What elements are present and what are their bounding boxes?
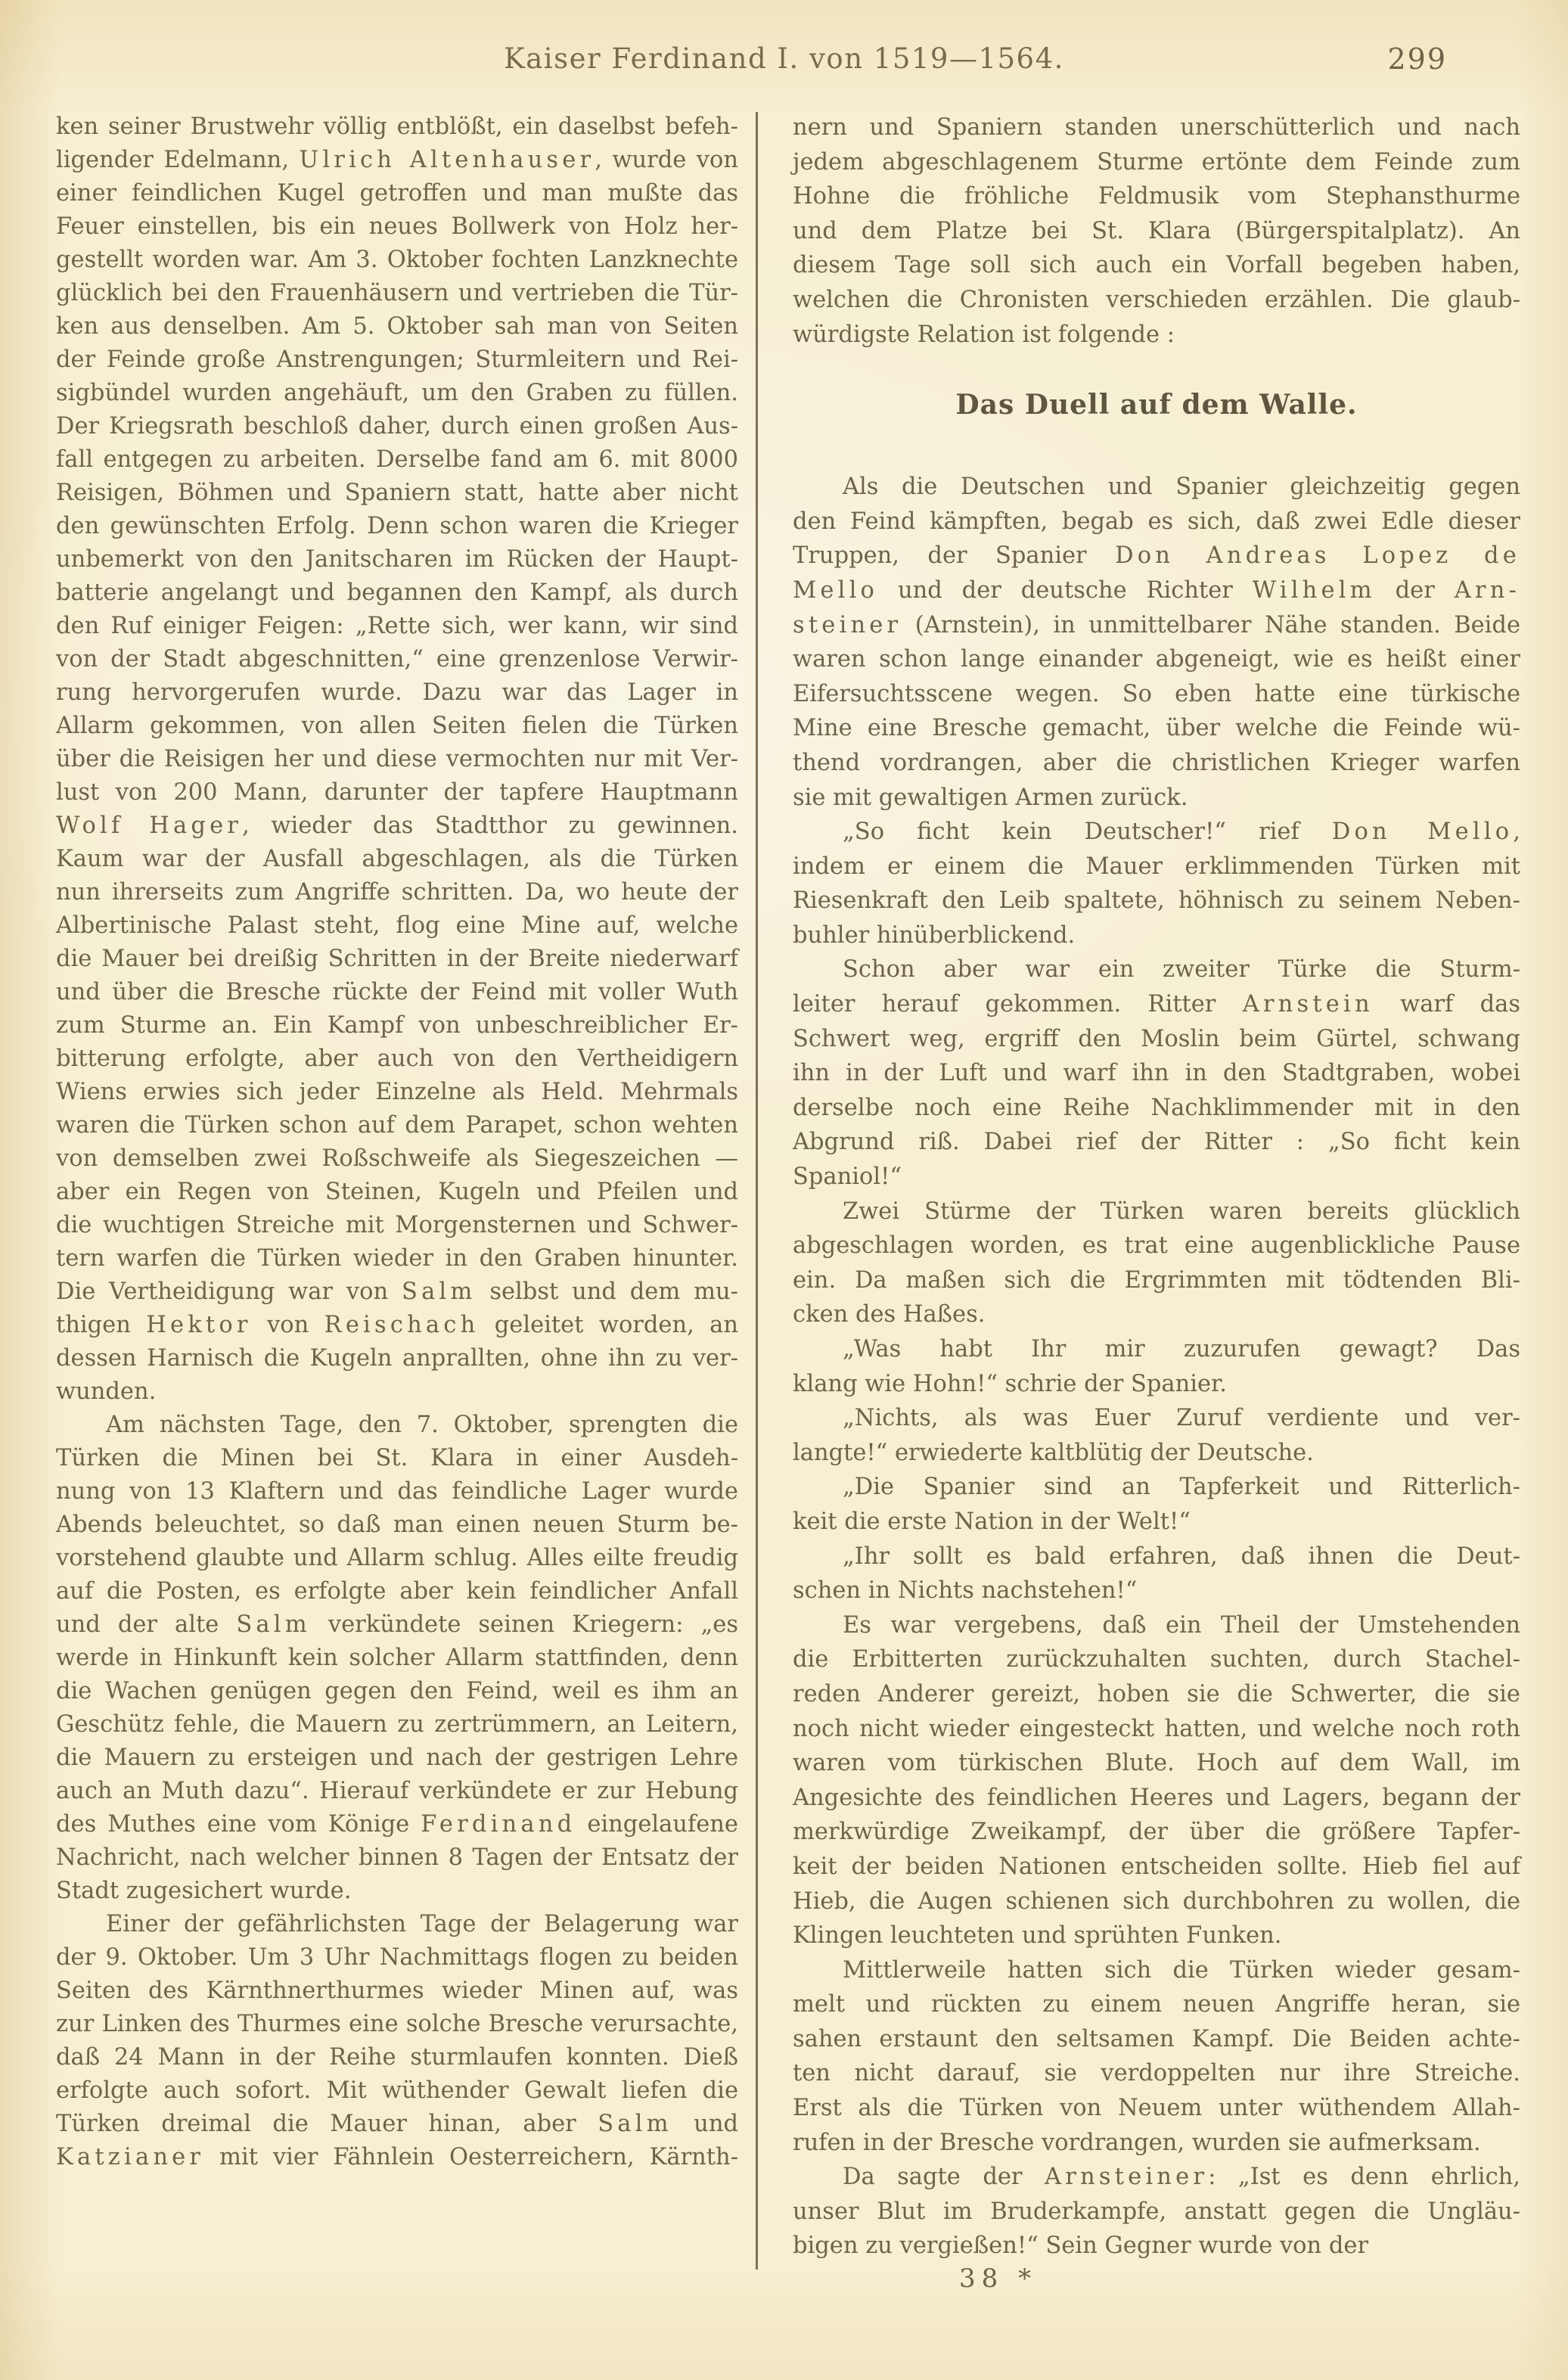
- text-segment: „So ficht kein Deutscher!“ rief: [843, 819, 1332, 846]
- person-name: steiner: [793, 611, 902, 638]
- text-segment: waren vom türkischen Blute. Hoch auf dem Wall, im: [793, 1750, 1520, 1777]
- text-segment: Erst als die Türken von Neuem unter wüthendem Allah-: [793, 2095, 1520, 2122]
- text-line: [56, 144, 738, 177]
- text-segment: Kaum war der Ausfall abgeschlagen, als die Türken: [56, 846, 738, 872]
- text-segment: thigen: [56, 1312, 147, 1338]
- text-segment: nun ihrerseits zum Angriffe schritten. Da, wo heute der: [56, 879, 738, 906]
- text-line: [793, 214, 1520, 249]
- text-line: [793, 2022, 1520, 2057]
- text-line: [56, 543, 738, 576]
- text-line: [56, 1409, 738, 1442]
- text-line: [793, 248, 1520, 283]
- left-column: [56, 110, 738, 2174]
- text-line: [56, 1042, 738, 1076]
- text-segment: ,: [1513, 819, 1520, 846]
- text-line: [56, 976, 738, 1009]
- text-segment: klang wie Hohn!“ schrie der Spanier.: [793, 1370, 1227, 1397]
- text-segment: Stadt zugesichert wurde.: [56, 1878, 352, 1904]
- text-line: [56, 643, 738, 676]
- text-line: [793, 318, 1520, 353]
- text-line: [793, 608, 1520, 643]
- text-segment: und über die Bresche rückte der Feind mit voller Wuth: [56, 979, 738, 1005]
- text-line: [56, 1109, 738, 1142]
- text-line: [793, 2056, 1520, 2091]
- text-segment: den gewünschten Erfolg. Denn schon waren die Krieger: [56, 513, 738, 539]
- text-segment: nern und Spaniern standen unerschütterlich und nach: [793, 114, 1520, 141]
- text-segment: waren schon lange einander abgeneigt, wie es heißt einer: [793, 646, 1520, 673]
- text-segment: Geschütz fehle, die Mauern zu zertrümmern, an Leitern,: [56, 1711, 738, 1738]
- text-segment: sie mit gewaltigen Armen zurück.: [793, 784, 1188, 811]
- text-segment: über die Reisigen her und diese vermochten nur mit Ver-: [56, 746, 738, 772]
- text-line: [793, 2229, 1520, 2263]
- text-segment: des Muthes eine vom Könige: [56, 1811, 421, 1838]
- text-line: [56, 1908, 738, 1941]
- text-segment: Mine eine Bresche gemacht, über welche die Feinde wü-: [793, 715, 1520, 742]
- text-line: [793, 987, 1520, 1022]
- text-segment: Albertinische Palast steht, flog eine Mine auf, welche: [56, 912, 738, 939]
- text-segment: der Feinde große Anstrengungen; Sturmleitern und Rei-: [56, 346, 738, 373]
- text-line: [793, 850, 1520, 884]
- text-segment: keit der beiden Nationen entscheiden sollte. Hieb fiel auf: [793, 1853, 1520, 1880]
- text-line: [793, 1436, 1520, 1471]
- text-line: [56, 1209, 738, 1242]
- text-line: [56, 1076, 738, 1109]
- text-segment: zur Linken des Thurmes eine solche Bresche verursachte,: [56, 2011, 738, 2037]
- text-segment: selbst und dem mu-: [476, 1279, 738, 1305]
- text-segment: wunden.: [56, 1378, 157, 1405]
- text-line: [793, 2126, 1520, 2161]
- text-line: [793, 145, 1520, 180]
- text-segment: Einer der gefährlichsten Tage der Belagerung war: [106, 1911, 738, 1937]
- text-segment: der: [1375, 576, 1455, 604]
- text-line: [793, 1850, 1520, 1884]
- text-line: [56, 1475, 738, 1508]
- text-segment: Türken dreimal die Mauer hinan, aber: [56, 2111, 598, 2137]
- text-line: [793, 2091, 1520, 2126]
- person-name: Salm: [598, 2111, 672, 2137]
- text-segment: auch an Muth dazu“. Hierauf verkündete er zur Hebung: [56, 1778, 738, 1804]
- text-line: [793, 1125, 1520, 1160]
- text-segment: die Mauer bei dreißig Schritten in der Breite niederwarf: [56, 946, 738, 972]
- text-line: [56, 2041, 738, 2074]
- text-line: [56, 210, 738, 244]
- text-segment: den Ruf einiger Feigen: „Rette sich, wer kann, wir sind: [56, 613, 738, 639]
- text-line: [793, 1677, 1520, 1712]
- text-segment: Abends beleuchtet, so daß man einen neuen Sturm be-: [56, 1512, 738, 1538]
- text-segment: langte!“ erwiederte kaltblütig der Deutsche.: [793, 1439, 1314, 1466]
- text-segment: tern warfen die Türken wieder in den Graben hinunter.: [56, 1245, 738, 1272]
- text-line: [793, 1815, 1520, 1850]
- text-segment: Der Kriegsrath beschloß daher, durch einen großen Aus-: [56, 413, 738, 440]
- text-line: [56, 2008, 738, 2041]
- text-line: [793, 1091, 1520, 1126]
- text-line: [793, 1884, 1520, 1919]
- text-line: [56, 310, 738, 343]
- text-segment: Eifersuchtsscene wegen. So eben hatte eine türkische: [793, 680, 1520, 707]
- text-segment: geleitet worden, an: [479, 1312, 738, 1338]
- text-line: [56, 676, 738, 710]
- text-segment: „Die Spanier sind an Tapferkeit und Ritterlich-: [843, 1474, 1520, 1501]
- text-line: [793, 110, 1520, 145]
- text-line: [793, 711, 1520, 746]
- text-line: [793, 1987, 1520, 2022]
- text-line: [56, 410, 738, 443]
- text-segment: Seiten des Kärnthnerthurmes wieder Minen auf, was: [56, 1978, 738, 2004]
- text-line: [56, 110, 738, 144]
- text-segment: zum Sturme an. Ein Kampf von unbeschreiblicher Er-: [56, 1012, 738, 1039]
- text-segment: werde in Hinkunft kein solcher Allarm stattfinden, denn: [56, 1645, 738, 1671]
- text-line: [56, 1775, 738, 1808]
- person-name: Ferdinand: [421, 1811, 576, 1838]
- text-segment: merkwürdige Zweikampf, der über die größere Tapfer-: [793, 1819, 1520, 1846]
- text-line: [793, 1297, 1520, 1332]
- text-line: [793, 1470, 1520, 1505]
- person-name: Arn-: [1454, 576, 1521, 604]
- text-segment: gestellt worden war. Am 3. Oktober fochten Lanzknechte: [56, 247, 738, 273]
- text-segment: abgeschlagen worden, es trat eine augenblickliche Pause: [793, 1232, 1520, 1260]
- text-segment: einer feindlichen Kugel getroffen und man mußte das: [56, 180, 738, 207]
- text-line: [56, 743, 738, 776]
- text-line: [56, 244, 738, 277]
- text-segment: batterie angelangt und begannen den Kampf, als durch: [56, 579, 738, 606]
- text-segment: Zwei Stürme der Türken waren bereits glücklich: [843, 1198, 1520, 1225]
- text-segment: erfolgte auch sofort. Mit wüthender Gewalt liefen die: [56, 2077, 738, 2104]
- text-segment: Als die Deutschen und Spanier gleichzeitig gegen: [843, 474, 1520, 501]
- text-line: [56, 1176, 738, 1209]
- text-segment: die wuchtigen Streiche mit Morgensternen und Schwer-: [56, 1212, 738, 1238]
- text-segment: sahen erstaunt den seltsamen Kampf. Die Beiden achte-: [793, 2025, 1520, 2052]
- text-segment: ein. Da maßen sich die Ergrimmten mit tödtenden Bli-: [793, 1266, 1520, 1294]
- text-line: [56, 1508, 738, 1542]
- person-name: Arnsteiner: [1045, 2164, 1209, 2191]
- text-line: [56, 909, 738, 943]
- text-segment: und dem Platze bei St. Klara (Bürgerspitalplatz). An: [793, 217, 1520, 244]
- text-line: [56, 443, 738, 477]
- text-line: [56, 1575, 738, 1608]
- text-segment: der 9. Oktober. Um 3 Uhr Nachmittags flogen zu beiden: [56, 1944, 738, 1971]
- text-line: [56, 1309, 738, 1342]
- text-line: [793, 1195, 1520, 1229]
- text-line: [56, 1608, 738, 1642]
- text-segment: Feuer einstellen, bis ein neues Bollwerk von Holz her-: [56, 213, 738, 240]
- text-line: [56, 1009, 738, 1042]
- text-segment: den Feind kämpften, begab es sich, daß zwei Edle dieser: [793, 508, 1520, 535]
- text-segment: Spaniol!“: [793, 1164, 902, 1191]
- text-segment: indem er einem die Mauer erklimmenden Türken mit: [793, 853, 1520, 880]
- text-segment: lust von 200 Mann, darunter der tapfere Hauptmann: [56, 779, 738, 806]
- text-segment: buhler hinüberblickend.: [793, 921, 1076, 949]
- text-line: [793, 283, 1520, 318]
- text-segment: cken des Haßes.: [793, 1301, 986, 1328]
- text-segment: die Mauern zu ersteigen und nach der gestrigen Lehre: [56, 1745, 738, 1771]
- text-segment: „Was habt Ihr mir zuzurufen gewagt? Das: [843, 1336, 1520, 1362]
- text-line: [793, 1022, 1520, 1057]
- text-line: [793, 746, 1520, 781]
- text-segment: ihn in der Luft und warf ihn in den Stadtgraben, wobei: [793, 1060, 1520, 1087]
- text-segment: thend vordrangen, aber die christlichen Krieger warfen: [793, 749, 1520, 776]
- text-segment: ken seiner Brustwehr völlig entblößt, ein daselbst befeh-: [56, 113, 738, 140]
- text-line: [56, 2074, 738, 2108]
- text-line: [56, 2108, 738, 2141]
- person-name: Wolf Hager: [56, 812, 243, 839]
- text-line: [793, 505, 1520, 539]
- text-segment: fall entgegen zu arbeiten. Derselbe fand am 6. mit 8000: [56, 446, 738, 473]
- text-line: [56, 1875, 738, 1908]
- text-line: [793, 1332, 1520, 1367]
- text-line: [793, 815, 1520, 850]
- text-segment: waren die Türken schon auf dem Parapet, schon wehten: [56, 1112, 738, 1139]
- text-segment: (Arnstein), in unmittelbarer Nähe standen. Beide: [902, 611, 1520, 638]
- text-line: [56, 510, 738, 543]
- person-name: Reischach: [324, 1312, 480, 1338]
- text-line: [56, 1142, 738, 1176]
- text-line: [793, 1712, 1520, 1747]
- text-segment: unbemerkt von den Janitscharen im Rücken der Haupt-: [56, 546, 738, 573]
- text-segment: von der Stadt abgeschnitten,“ eine grenzenlose Verwir-: [56, 646, 738, 673]
- text-segment: die Wachen genügen gegen den Feind, weil es ihm an: [56, 1678, 738, 1704]
- text-segment: ligender Edelmann,: [56, 147, 300, 173]
- text-line: [56, 710, 738, 743]
- text-line: [56, 477, 738, 510]
- text-segment: und: [672, 2111, 738, 2137]
- text-line: [56, 1675, 738, 1708]
- text-segment: vorstehend glaubte und Allarm schlug. Alles eilte freudig: [56, 1545, 738, 1571]
- page-number: 299: [1387, 42, 1447, 76]
- text-segment: : „Ist es denn ehrlich,: [1208, 2164, 1520, 2191]
- text-segment: nung von 13 Klaftern und das feindliche Lager wurde: [56, 1478, 738, 1505]
- text-segment: „Ihr sollt es bald erfahren, daß ihnen die Deut-: [843, 1543, 1520, 1570]
- text-segment: diesem Tage soll sich auch ein Vorfall begeben haben,: [793, 252, 1520, 279]
- column-divider: [756, 112, 758, 2270]
- text-segment: Hohne die fröhliche Feldmusik vom Stephansthurme: [793, 183, 1520, 210]
- text-segment: glücklich bei den Frauenhäusern und vertrieben die Tür-: [56, 280, 738, 306]
- text-line: [56, 1841, 738, 1875]
- text-segment: keit die erste Nation in der Welt!“: [793, 1508, 1191, 1535]
- text-segment: auf die Posten, es erfolgte aber kein feindlicher Anfall: [56, 1578, 738, 1605]
- running-title: Kaiser Ferdinand I. von 1519—1564.: [504, 42, 1064, 75]
- text-segment: Hieb, die Augen schienen sich durchbohren zu wollen, die: [793, 1888, 1520, 1915]
- text-segment: Klingen leuchteten und sprühten Funken.: [793, 1922, 1282, 1950]
- text-line: [56, 1941, 738, 1975]
- text-line: [56, 1375, 738, 1409]
- text-segment: leiter herauf gekommen. Ritter: [793, 991, 1243, 1018]
- text-line: [56, 1442, 738, 1475]
- person-name: Don Andreas Lopez de: [1115, 542, 1520, 570]
- text-line: [56, 776, 738, 809]
- right-column: [793, 110, 1520, 2263]
- text-line: [56, 1975, 738, 2008]
- text-line: [793, 1263, 1520, 1298]
- text-line: [793, 1781, 1520, 1816]
- text-segment: daß 24 Mann in der Reihe sturmlaufen konnten. Dieß: [56, 2044, 738, 2071]
- text-line: [56, 1242, 738, 1275]
- text-segment: und der alte: [56, 1611, 237, 1638]
- text-segment: Nachricht, nach welcher binnen 8 Tagen der Entsatz der: [56, 1844, 738, 1871]
- text-segment: mit vier Fähnlein Oesterreichern, Kärnth-: [204, 2144, 738, 2170]
- text-line: [793, 1505, 1520, 1540]
- text-line: [793, 573, 1520, 608]
- text-line: [56, 1742, 738, 1775]
- text-segment: derselbe noch eine Reihe Nachklimmender mit in den: [793, 1094, 1520, 1121]
- text-segment: von: [251, 1312, 324, 1338]
- text-line: [56, 1542, 738, 1575]
- text-segment: Truppen, der Spanier: [793, 542, 1116, 570]
- text-line: [793, 1056, 1520, 1091]
- text-segment: warf das: [1373, 991, 1520, 1018]
- text-segment: Am nächsten Tage, den 7. Oktober, sprengten die: [106, 1412, 738, 1438]
- text-segment: , wieder das Stadtthor zu gewinnen.: [242, 812, 738, 839]
- text-line: [56, 843, 738, 876]
- text-segment: von demselben zwei Roßschweife als Siegeszeichen —: [56, 1145, 738, 1172]
- text-line: [793, 1160, 1520, 1195]
- text-line: [793, 1367, 1520, 1402]
- text-segment: sigbündel wurden angehäuft, um den Graben zu füllen.: [56, 380, 738, 406]
- text-line: [56, 2141, 738, 2174]
- section-heading: Das Duell auf dem Walle.: [955, 389, 1358, 421]
- text-segment: Mittlerweile hatten sich die Türken wieder gesam-: [843, 1956, 1520, 1984]
- text-line: [793, 470, 1520, 505]
- text-segment: Angesichte des feindlichen Heeres und Lagers, begann der: [793, 1784, 1520, 1811]
- text-line: [793, 1642, 1520, 1677]
- person-name: Don Mello: [1331, 819, 1514, 846]
- text-segment: Allarm gekommen, von allen Seiten fielen die Türken: [56, 713, 738, 739]
- text-segment: rung hervorgerufen wurde. Dazu war das Lager in: [56, 679, 738, 706]
- text-line: [793, 1401, 1520, 1436]
- person-name: Ulrich Altenhauser: [299, 147, 595, 173]
- text-segment: aber ein Regen von Steinen, Kugeln und Pfeilen und: [56, 1179, 738, 1205]
- text-line: [793, 2195, 1520, 2229]
- text-segment: Die Vertheidigung war von: [56, 1279, 402, 1305]
- text-line: [793, 884, 1520, 918]
- text-segment: Türken die Minen bei St. Klara in einer Ausdeh-: [56, 1445, 738, 1471]
- text-line: [56, 377, 738, 410]
- text-segment: unser Blut im Bruderkampfe, anstatt gegen die Ungläu-: [793, 2198, 1520, 2225]
- text-segment: ken aus denselben. Am 5. Oktober sah man von Seiten: [56, 313, 738, 340]
- text-line: [793, 1919, 1520, 1953]
- text-line: [793, 677, 1520, 712]
- text-line: [793, 781, 1520, 816]
- text-segment: würdigste Relation ist folgende :: [793, 321, 1175, 348]
- text-line: [56, 1708, 738, 1742]
- text-line: [56, 876, 738, 909]
- text-line: [793, 918, 1520, 953]
- text-segment: bigen zu vergießen!“ Sein Gegner wurde von der: [793, 2232, 1369, 2260]
- person-name: Hektor: [146, 1312, 252, 1338]
- text-segment: jedem abgeschlagenem Sturme ertönte dem Feinde zum: [793, 148, 1520, 176]
- person-name: Mello: [793, 576, 879, 604]
- text-line: [56, 1342, 738, 1375]
- text-line: [793, 179, 1520, 214]
- text-line: [56, 943, 738, 976]
- text-segment: melt und rückten zu einem neuen Angriffe heran, sie: [793, 1991, 1520, 2018]
- text-line: [793, 539, 1520, 573]
- text-segment: Da sagte der: [843, 2164, 1045, 2191]
- text-segment: Wiens erwies sich jeder Einzelne als Held. Mehrmals: [56, 1079, 738, 1105]
- text-line: [56, 610, 738, 643]
- person-name: Salm: [236, 1611, 311, 1638]
- text-line: [793, 1574, 1520, 1608]
- text-line: [56, 1275, 738, 1309]
- text-segment: rufen in der Bresche vordrangen, wurden sie aufmerksam.: [793, 2129, 1481, 2156]
- text-line: [793, 2160, 1520, 2195]
- text-line: [793, 1608, 1520, 1643]
- text-line: [56, 277, 738, 310]
- person-name: Arnstein: [1242, 991, 1374, 1018]
- text-segment: eingelaufene: [576, 1811, 738, 1838]
- text-segment: ten nicht darauf, sie verdoppelten nur ihre Streiche.: [793, 2060, 1520, 2087]
- signature-mark: 38 *: [959, 2263, 1038, 2294]
- text-line: [56, 809, 738, 843]
- text-segment: und der deutsche Richter: [878, 576, 1253, 604]
- text-segment: die Erbitterten zurückzuhalten suchten, durch Stachel-: [793, 1646, 1520, 1673]
- text-line: [793, 1229, 1520, 1263]
- text-segment: Abgrund riß. Dabei rief der Ritter : „So ficht kein: [793, 1129, 1520, 1156]
- text-segment: verkündete seinen Kriegern: „es: [310, 1611, 739, 1638]
- text-line: [56, 343, 738, 377]
- person-name: Wilhelm: [1252, 576, 1376, 604]
- text-segment: Schon aber war ein zweiter Türke die Sturm-: [843, 956, 1520, 983]
- text-segment: Riesenkraft den Leib spaltete, höhnisch zu seinem Neben-: [793, 887, 1520, 915]
- text-segment: schen in Nichts nachstehen!“: [793, 1577, 1138, 1605]
- person-name: Salm: [401, 1279, 477, 1305]
- text-line: [793, 952, 1520, 987]
- text-segment: Es war vergebens, daß ein Theil der Umstehenden: [843, 1611, 1520, 1639]
- text-segment: , wurde von: [595, 147, 739, 173]
- text-line: [56, 576, 738, 610]
- text-line: [793, 642, 1520, 677]
- text-line: [793, 1540, 1520, 1574]
- text-line: [56, 177, 738, 210]
- text-line: [793, 1746, 1520, 1781]
- person-name: Katzianer: [56, 2144, 205, 2170]
- text-segment: noch nicht wieder eingesteckt hatten, und welche noch roth: [793, 1715, 1520, 1742]
- text-segment: bitterung erfolgte, aber auch von den Vertheidigern: [56, 1046, 738, 1072]
- text-line: [56, 1808, 738, 1841]
- text-segment: dessen Harnisch die Kugeln anprallten, ohne ihn zu ver-: [56, 1345, 738, 1372]
- text-segment: Reisigen, Böhmen und Spaniern statt, hatte aber nicht: [56, 480, 738, 506]
- text-segment: welchen die Chronisten verschieden erzählen. Die glaub-: [793, 286, 1520, 313]
- text-segment: „Nichts, als was Euer Zuruf verdiente und ver-: [843, 1405, 1520, 1432]
- text-segment: Schwert weg, ergriff den Moslin beim Gürtel, schwang: [793, 1025, 1520, 1052]
- text-segment: reden Anderer gereizt, hoben sie die Schwerter, die sie: [793, 1680, 1520, 1707]
- text-line: [793, 1953, 1520, 1988]
- text-line: [56, 1642, 738, 1675]
